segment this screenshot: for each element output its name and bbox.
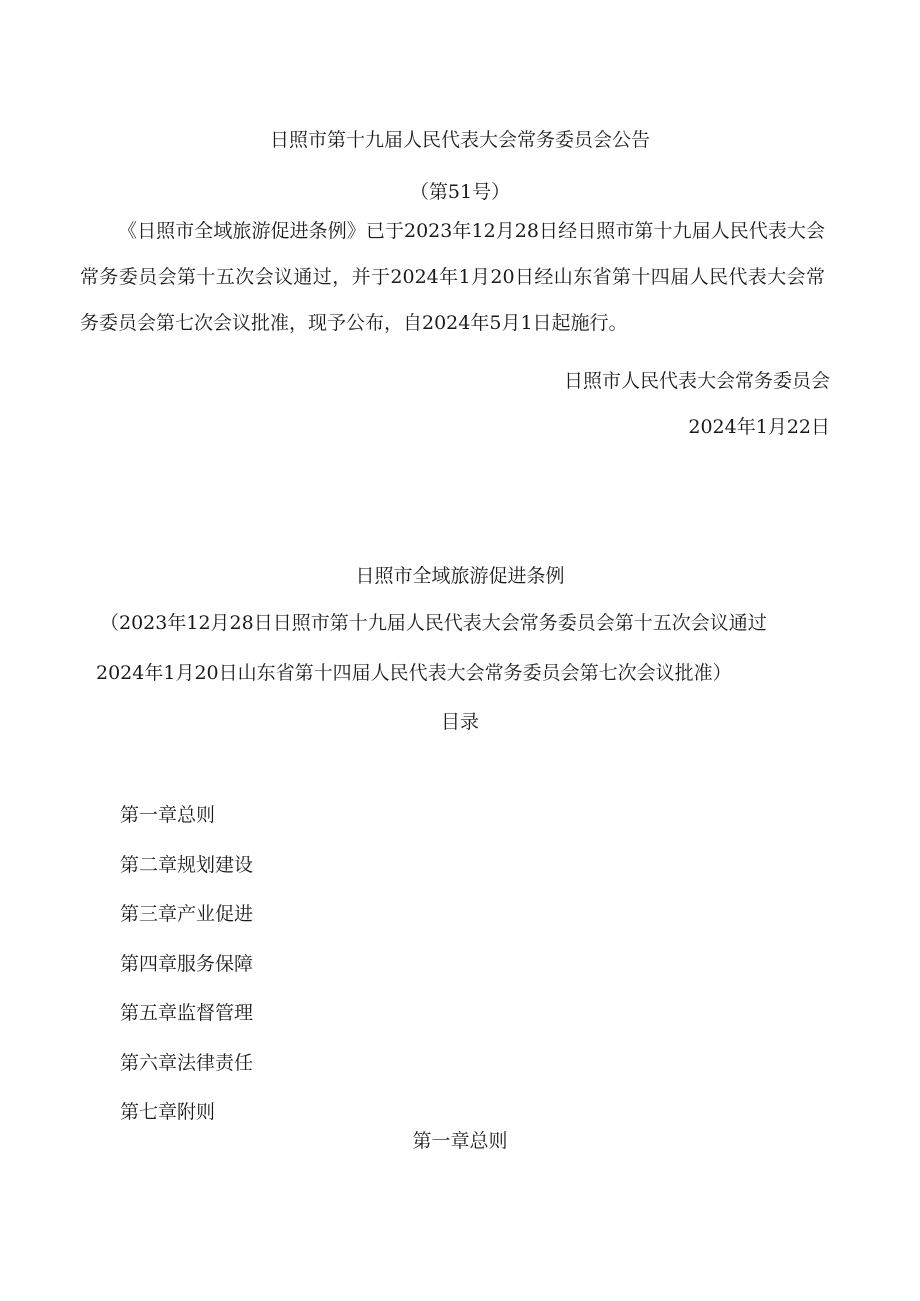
toc-item: 第六章法律责任 [120,1051,254,1074]
announcement-title: 日照市第十九届人民代表大会常务委员会公告 [269,129,650,151]
toc-heading: 目录 [440,711,479,733]
toc-item: 第四章服务保障 [120,952,254,975]
regulation-adoption-line-2: 2024年1月20日山东省第十四届人民代表大会常务委员会第七次会议批准） [96,662,732,684]
announcement-body: 《日照市全域旅游促进条例》已于2023年12月28日经日照市第十九届人民代表大会常务委员会第十五次会议通过，并于2024年1月20日经山东省第十四届人民代表大会常务委员会第七次会议批准，现予公布，自2024年5月1日起施行。 [80,220,825,334]
toc-item: 第二章规划建设 [120,853,254,876]
announcement-date: 2024年1月22日 [688,416,830,438]
toc-item: 第一章总则 [120,804,216,826]
announcement-number: （第51号） [409,181,511,203]
toc-item: 第三章产业促进 [120,903,254,925]
announcement-issuer: 日照市人民代表大会常务委员会 [563,370,830,392]
toc-item: 第五章监督管理 [120,1002,254,1024]
regulation-title: 日照市全域旅游促进条例 [355,565,565,587]
toc-item: 第七章附则 [120,1101,216,1123]
regulation-adoption-line-1: （2023年12月28日日照市第十九届人民代表大会常务委员会第十五次会议通过 [100,612,767,634]
table-of-contents [120,800,253,1147]
chapter-heading: 第一章总则 [412,1130,508,1152]
